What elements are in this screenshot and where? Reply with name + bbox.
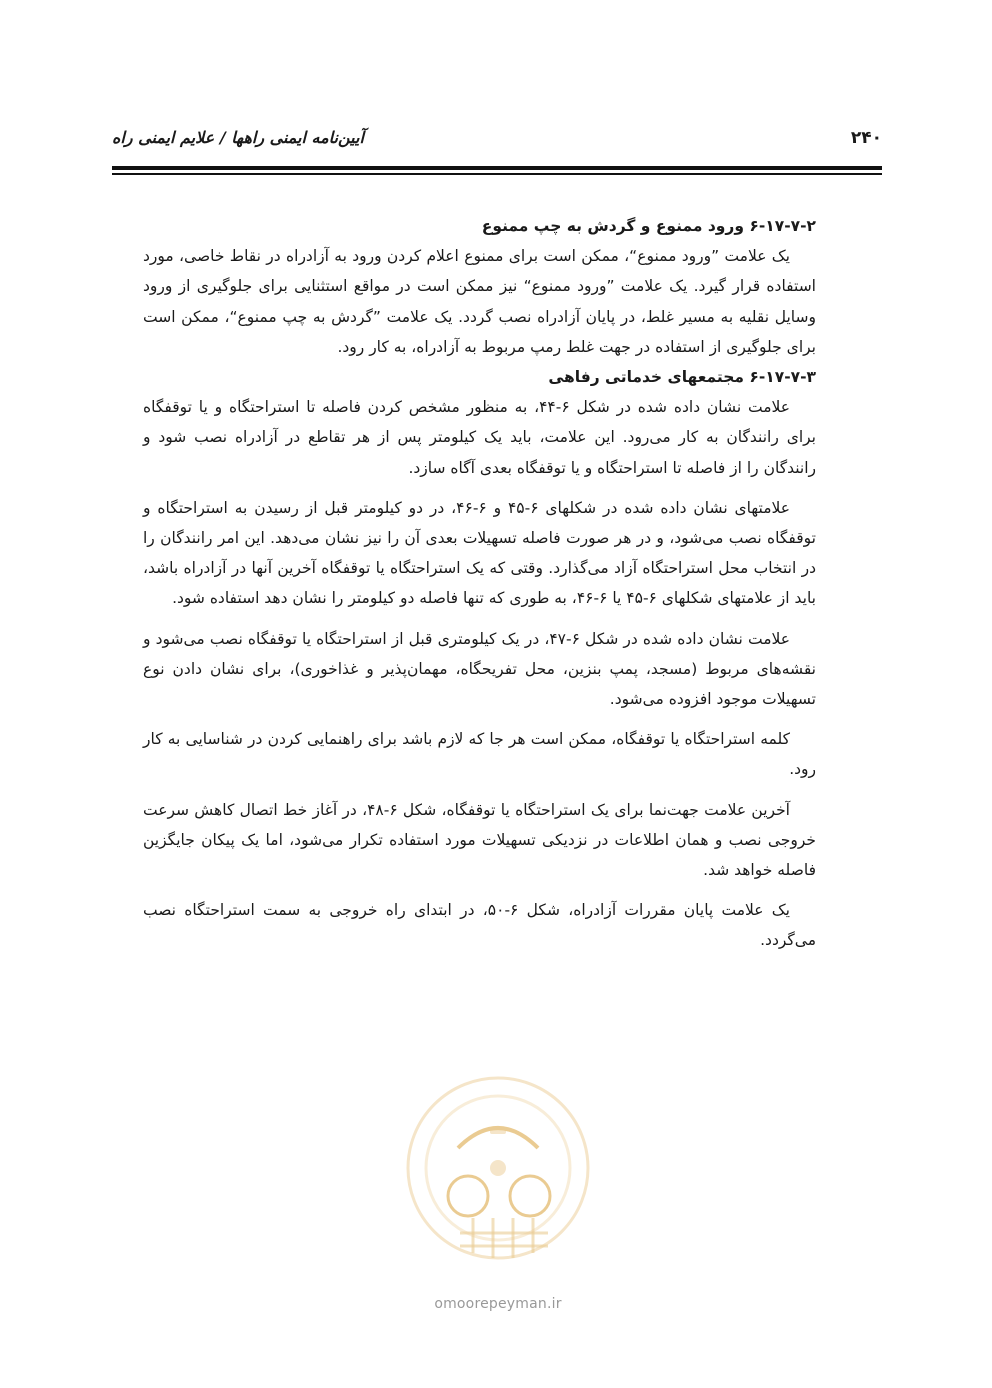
watermark-url: omoorepeyman.ir: [434, 1296, 562, 1312]
paragraph-gap: [143, 885, 816, 895]
paragraph: آخرین علامت جهت‌نما برای یک استراحتگاه یا توقفگاه، شکل ۶-۴۸، در آغاز خط اتصال کاهش سرعت خروجی نصب و همان اطلاعات در نزدیکی تسهیلات مورد استفاده تکرار می‌شود، اما یک پیکان جایگزین فاصله خواهد شد.: [143, 800, 816, 880]
section-heading: ۶-۱۷-۷-۳ مجتمعهای خدماتی رفاهی: [548, 368, 816, 387]
paragraph-gap: [143, 785, 816, 795]
running-title: آیین‌نامه ایمنی راهها / علایم ایمنی راه: [112, 128, 364, 147]
paragraph: یک علامت ”ورود ممنوع“، ممکن است برای ممنوع اعلام کردن ورود به آزادراه در نقاط خاصی، مورد استفاده قرار گیرد. یک علامت ”ورود ممنوع“ نیز ممکن است در مواقع استثنایی برای جلوگیری از ورود وسایل نقلیه به مسیر غلط، در پایان آزادراه نصب گردد. یک علامت ”گردش به چپ ممنوع“، ممکن است برای جلوگیری از استفاده در جهت غلط رمپ مربوط به آزادراه، به کار رود.: [143, 247, 816, 356]
body-text: [143, 211, 816, 956]
watermark-logo-icon: [398, 1068, 598, 1268]
page-number: ۲۴۰: [850, 128, 882, 148]
paragraph: کلمه استراحتگاه یا توقفگاه، ممکن است هر جا که لازم باشد برای راهنمایی کردن در شناسایی به کار رود.: [143, 730, 816, 779]
paragraph: علامت نشان داده شده در شکل ۶-۴۷، در یک کیلومتری قبل از استراحتگاه یا توقفگاه نصب می‌شود و نقشه‌های مربوط (مسجد، پمپ بنزین، محل تفریحگاه، مهمان‌پذیر و غذاخوری)، برای نشان دادن نوع تسهیلات موجود افزوده می‌شود.: [143, 629, 816, 709]
paragraph-gap: [143, 714, 816, 724]
paragraph: یک علامت پایان مقررات آزادراه، شکل ۶-۵۰، در ابتدای راه خروجی به سمت استراحتگاه نصب می‌گردد.: [143, 901, 816, 950]
paragraph: علامت نشان داده شده در شکل ۶-۴۴، به منظور مشخص کردن فاصله تا استراحتگاه و یا توقفگاه برای رانندگان به کار می‌رود. این علامت، باید یک کیلومتر پس از هر تقاطع در آزادراه نصب شود و رانندگان را از فاصله تا استراحتگاه و یا توقفگاه بعدی آگاه سازد.: [143, 398, 816, 477]
section-heading: ۶-۱۷-۷-۲ ورود ممنوع و گردش به چپ ممنوع: [481, 217, 816, 235]
header-rule-thick: [112, 166, 882, 170]
paragraph-gap: [143, 614, 816, 624]
running-header: [112, 128, 882, 156]
paragraph-gap: [143, 483, 816, 493]
header-rule-thin: [112, 173, 882, 175]
paragraph: علامتهای نشان داده شده در شکلهای ۶-۴۵ و ۶-۴۶، در دو کیلومتر قبل از رسیدن به استراحتگاه و توقفگاه نصب می‌شود، و در هر صورت فاصله تسهیلات بعدی آن را نیز نشان می‌دهد. این امر رانندگان را در انتخاب محل استراحتگاه آزاد می‌گذارد. وقتی که یک استراحتگاه یا توقفگاه آخرین آنها در آزادراه باشد، باید از علامتهای شکلهای ۶-۴۵ یا ۶-۴۶، به طوری که تنها فاصله دو کیلومتر را نشان دهد استفاده شود.: [143, 498, 816, 608]
